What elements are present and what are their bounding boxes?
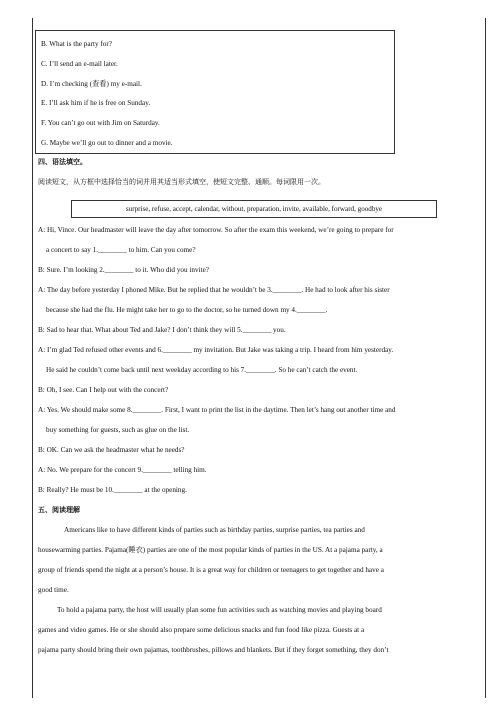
dialogue-line: A: No. We prepare for the concert 9.________ telling him. bbox=[38, 466, 207, 474]
dialogue-line: B: OK. Can we ask the headmaster what he needs? bbox=[38, 446, 185, 454]
dialogue-line: A: Yes. We should make some 8.________. First, I want to print the list in the daytime. Then let’s hang out another time and bbox=[38, 406, 396, 414]
dialogue-line: B: Really? He must be 10.________ at the opening. bbox=[38, 486, 187, 494]
passage-line: group of friends spend the night at a person’s house. It is a great way for children or teenagers to get together and have a bbox=[38, 566, 384, 574]
dialogue-line: A: Hi, Vince. Our headmaster will leave the day after tomorrow. So after the exam this weekend, we’re going to prepare for bbox=[38, 226, 394, 234]
dialogue-line: He said he couldn’t come back until next weekday according to his 7.________. So he can’t catch the event. bbox=[46, 366, 358, 374]
section-4-heading: 四、语法填空。 bbox=[38, 158, 87, 166]
dialogue-line: B: Sad to hear that. What about Ted and Jake? I don’t think they will 5.________ you. bbox=[38, 326, 286, 334]
passage-line: games and video games. He or she should also prepare some delicious snacks and fun food like pizza. Guests at a bbox=[38, 626, 365, 634]
passage-line: good time. bbox=[38, 586, 69, 594]
option-c: C. I’ll send an e-mail later. bbox=[41, 60, 118, 68]
dialogue-line: A: The day before yesterday I phoned Mike. But he replied that he wouldn’t be 3.________. He had to look after his sister bbox=[38, 286, 390, 294]
dialogue-line: A: I’m glad Ted refused other events and 6.________ my invitation. But Jake was taking a trip. I heard from him yesterday. bbox=[38, 346, 394, 354]
option-f: F. You can’t go out with Jim on Saturday. bbox=[41, 119, 160, 127]
passage-line: Americans like to have different kinds of parties such as birthday parties, surprise parties, tea parties and bbox=[64, 526, 365, 534]
option-e: E. I’ll ask him if he is free on Sunday. bbox=[41, 99, 151, 107]
passage-line: pajama party should bring their own pajamas, toothbrushes, pillows and blankets. But if they forget something, they don’t bbox=[38, 646, 389, 654]
dialogue-line: a concert to say 1.________ to him. Can you come? bbox=[46, 246, 196, 254]
section-4-instructions: 阅读短文，从方框中选择恰当的词并用其适当形式填空，使短文完整、通顺。每词限用一次。 bbox=[38, 178, 325, 186]
dialogue-line: B: Oh, I see. Can I help out with the concert? bbox=[38, 386, 169, 394]
section-5-heading: 五、阅读理解 bbox=[38, 506, 80, 514]
option-b: B. What is the party for? bbox=[41, 40, 112, 48]
passage-line: housewarming parties. Pajama(睡衣) parties are one of the most popular kinds of parties in the US. At a pajama party, a bbox=[38, 546, 383, 554]
word-bank-box: surprise, refuse, accept, calendar, without, preparation, invite, available, forward, goodbye bbox=[71, 200, 437, 218]
option-g: G. Maybe we’ll go out to dinner and a movie. bbox=[41, 139, 173, 147]
passage-line: To hold a pajama party, the host will usually plan some fun activities such as watching movies and playing board bbox=[57, 606, 382, 614]
dialogue-line: B: Sure. I’m looking 2.________ to it. Who did you invite? bbox=[38, 266, 209, 274]
option-d: D. I’m checking (查看) my e-mail. bbox=[41, 80, 142, 88]
dialogue-line: buy something for guests, such as glue on the list. bbox=[46, 426, 190, 434]
dialogue-line: because she had the flu. He might take her to go to the doctor, so he turned down my 4.________. bbox=[46, 306, 328, 314]
